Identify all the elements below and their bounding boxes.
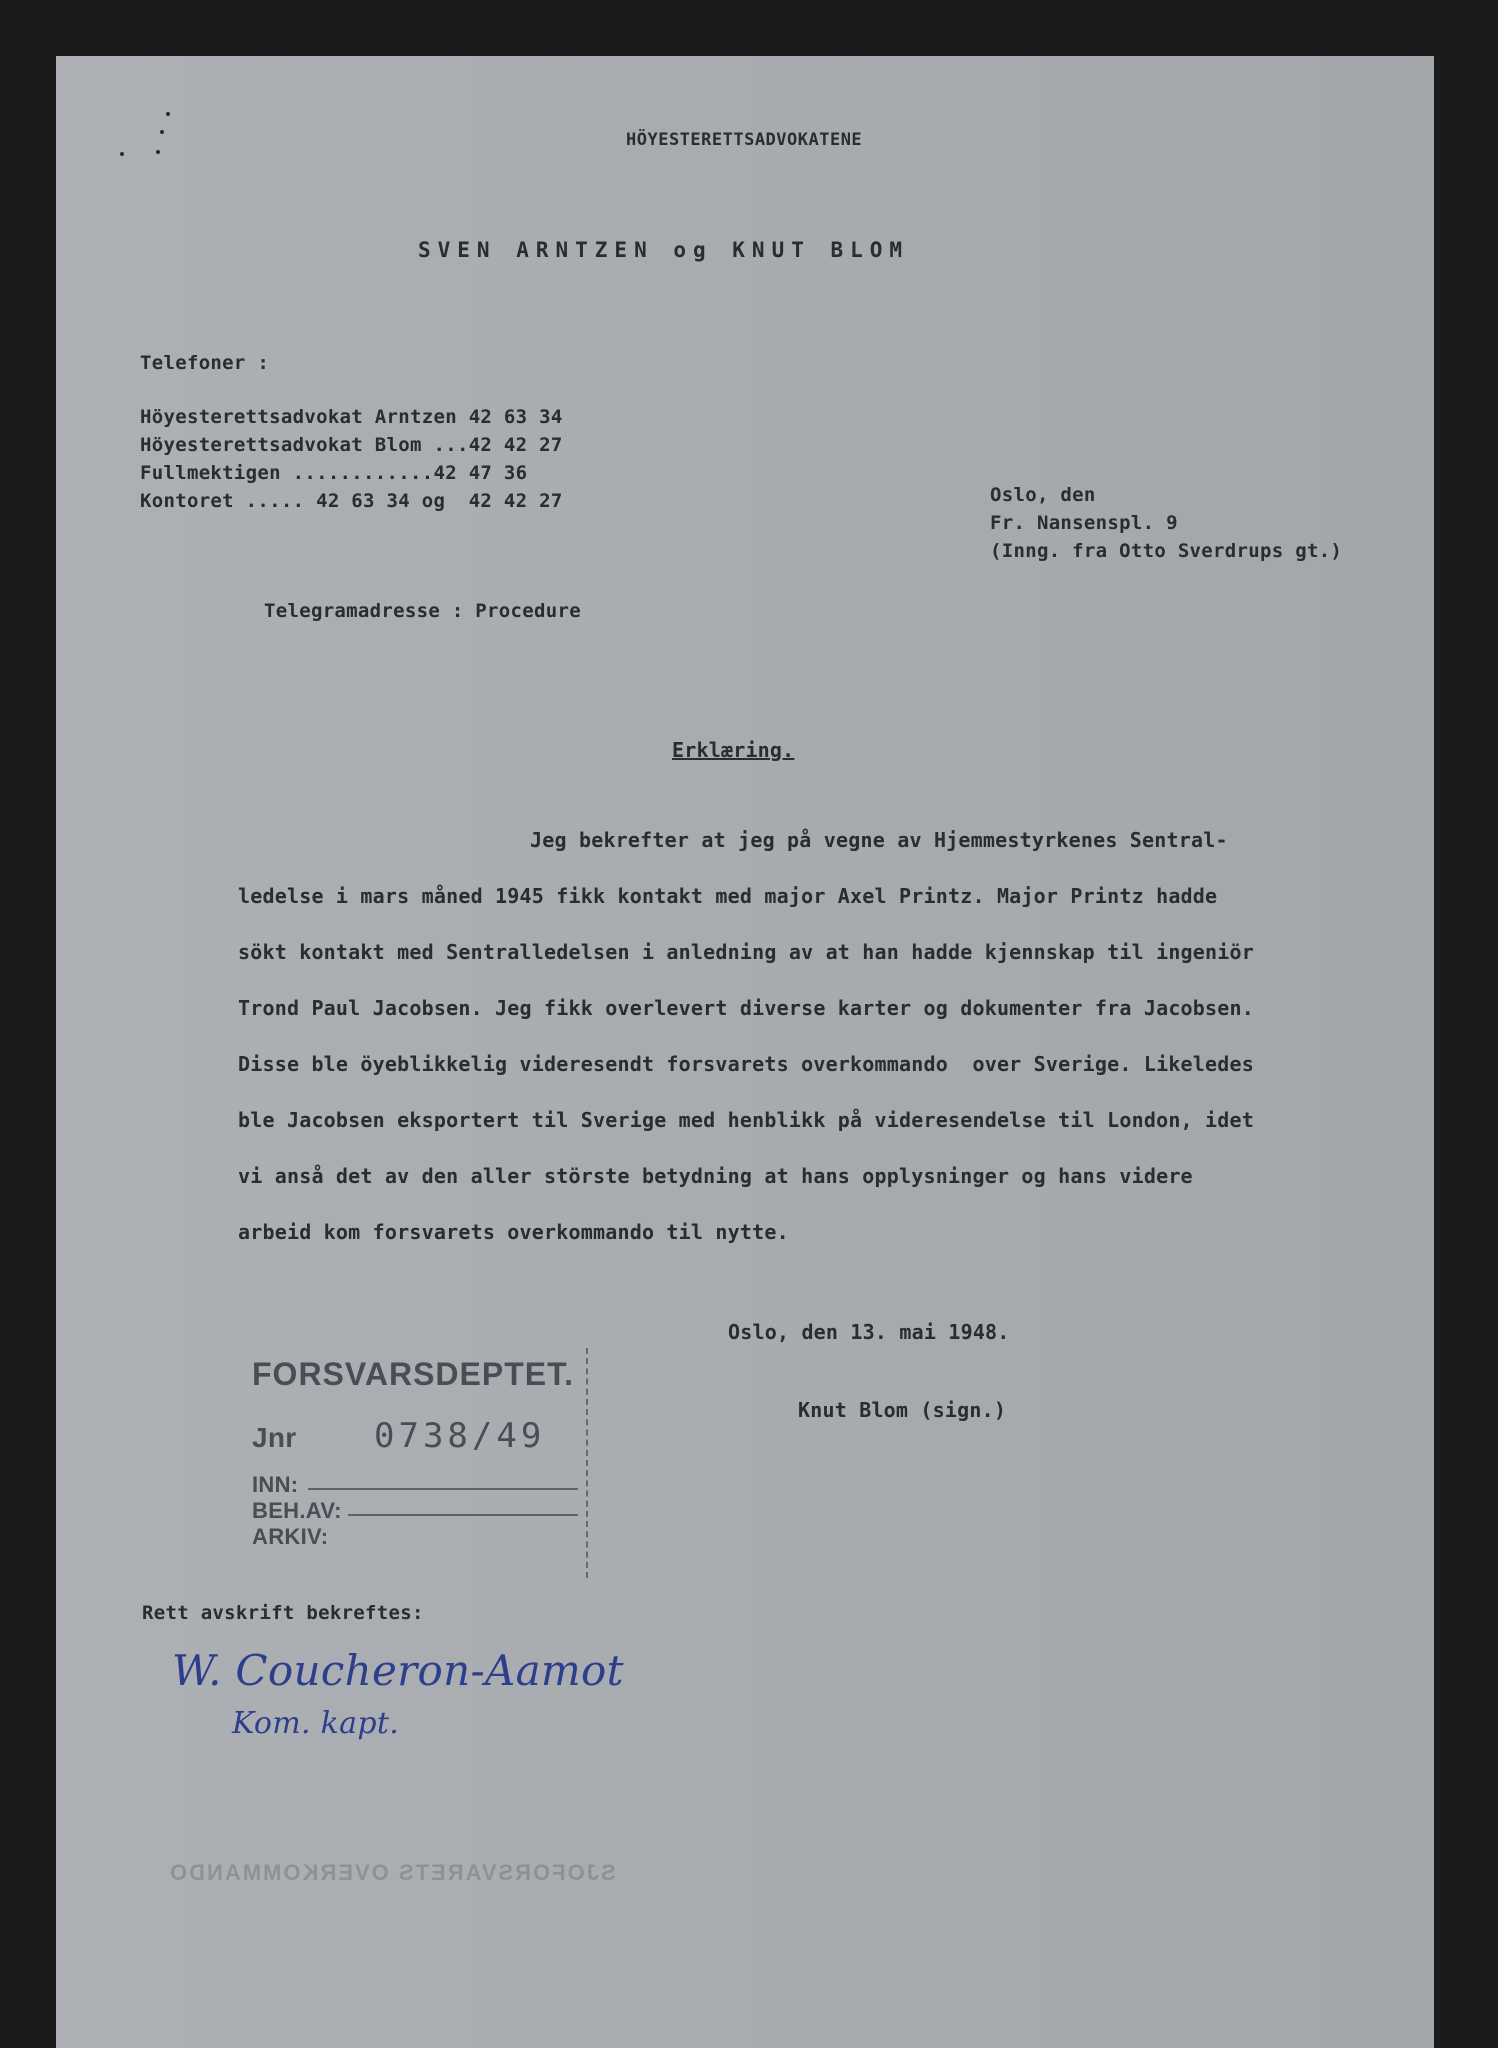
stamp-arkiv: ARKIV: <box>252 1524 329 1549</box>
address-line: Fr. Nansenspl. 9 <box>990 512 1178 534</box>
address-line: (Inng. fra Otto Sverdrups gt.) <box>990 540 1343 562</box>
body-line: Jeg bekrefter at jeg på vegne av Hjemmestyrkenes Sentral- <box>530 828 1228 852</box>
body-line: ble Jacobsen eksportert til Sverige med henblikk på videresendelse til London, idet <box>238 1108 1255 1132</box>
phone-line: Fullmektigen ............42 47 36 <box>140 462 528 484</box>
body-line: vi anså det av den aller störste betydning at hans opplysninger og hans videre <box>238 1164 1193 1188</box>
signature-typed: Knut Blom (sign.) <box>798 1398 1007 1422</box>
body-line: Trond Paul Jacobsen. Jeg fikk overlevert diverse karter og dokumenter fra Jacobsen. <box>238 996 1255 1020</box>
punch-mark <box>156 150 160 154</box>
partner-names: SVEN ARNTZEN og KNUT BLOM <box>418 238 910 262</box>
stamp-journal-number: 0738/49 <box>374 1416 546 1456</box>
handwritten-signature: W. Coucheron-Aamot <box>172 1646 624 1695</box>
phone-line: Höyesterettsadvokat Blom ...42 42 27 <box>140 434 563 456</box>
body-line: Disse ble öyeblikkelig videresendt forsvarets overkommando over Sverige. Likeledes <box>238 1052 1255 1076</box>
document-title: Erklæring. <box>672 738 795 762</box>
document-page <box>56 56 1434 2048</box>
telegram-address: Telegramadresse : Procedure <box>264 600 581 622</box>
phone-line: Kontoret ..... 42 63 34 og 42 42 27 <box>140 490 563 512</box>
document-date: Oslo, den 13. mai 1948. <box>728 1320 1010 1344</box>
phones-heading: Telefoner : <box>140 352 270 374</box>
phone-line: Höyesterettsadvokat Arntzen 42 63 34 <box>140 406 563 428</box>
handwritten-rank: Kom. kapt. <box>232 1706 400 1741</box>
bleedthrough-stamp: SJOFORSVARETS OVERKOMMANDO <box>168 1860 616 1885</box>
certification-label: Rett avskrift bekreftes: <box>142 1602 424 1624</box>
firm-name: HÖYESTERETTSADVOKATENE <box>626 130 863 150</box>
punch-mark <box>160 130 164 134</box>
stamp-journal-label: Jnr <box>252 1422 297 1453</box>
body-line: arbeid kom forsvarets overkommando til nytte. <box>238 1220 789 1244</box>
place-date-label: Oslo, den <box>990 484 1096 506</box>
stamp-behandlet: BEH.AV: <box>252 1498 342 1523</box>
body-line: ledelse i mars måned 1945 fikk kontakt med major Axel Printz. Major Printz hadde <box>238 884 1218 908</box>
stamp-border <box>586 1348 588 1578</box>
stamp-rule <box>348 1514 578 1516</box>
punch-mark <box>120 152 124 156</box>
stamp-department: FORSVARSDEPTET. <box>252 1356 574 1392</box>
body-line: sökt kontakt med Sentralledelsen i anledning av at han hadde kjennskap til ingeniör <box>238 940 1255 964</box>
stamp-rule <box>308 1488 578 1490</box>
punch-mark <box>166 112 170 116</box>
stamp-inn: INN: <box>252 1472 299 1497</box>
